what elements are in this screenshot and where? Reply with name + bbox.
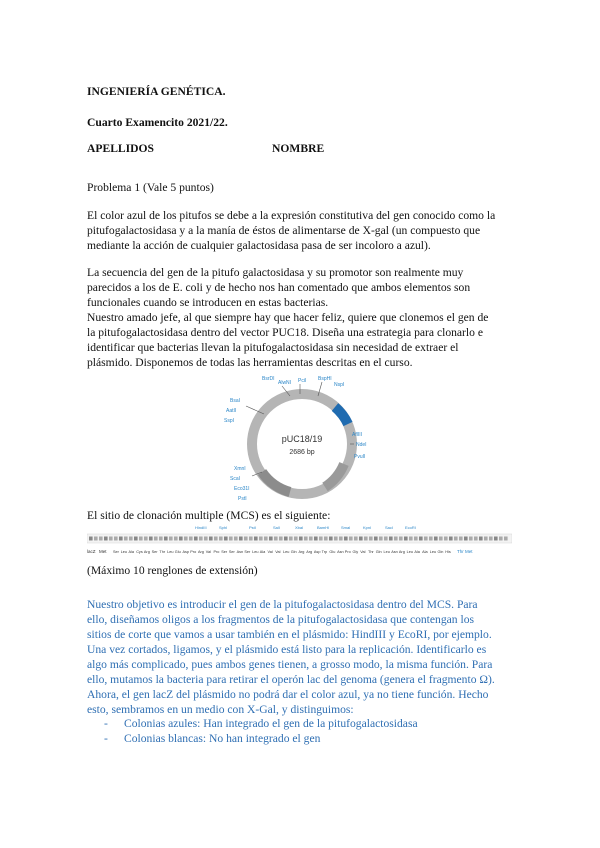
sequence-block [444,537,448,541]
site-label: SspI [224,418,235,424]
codon-label: Arg [198,550,204,554]
sequence-block [324,537,328,541]
sequence-block [389,537,393,541]
sequence-block [189,537,193,541]
answer-paragraph [87,597,527,717]
bullet-text: Colonias blancas: No han integrado el gen [124,732,321,745]
sequence-block [479,537,483,541]
plasmid-circle [252,394,352,494]
sequence-block [459,537,463,541]
sequence-block [354,537,358,541]
codon-label: Leu [167,550,174,554]
codon-label: Trp [321,550,328,554]
plasmid-name: pUC18/19 [281,434,323,444]
sequence-block [329,537,333,541]
sequence-block [129,537,133,541]
sequence-block [199,537,203,541]
sequence-block [194,537,198,541]
sequence-block [309,537,313,541]
answer-line: ello, mutamos la bacteria para retirar el operón lac del genoma (genera el fragmento Ω). [87,673,495,686]
text-line: funcionales cuando se introducen en estas bacterias. [87,296,329,309]
stop-codons: Thr Met [457,549,473,554]
sequence-block [394,537,398,541]
answer-line: Una vez cortados, ligamos, y el plásmido está listo para la replicación. Identificarlo es [87,643,487,656]
sequence-block [414,537,418,541]
answer-line: ello, diseñamos oligos a los fragmentos de la pitufogalactosidasa que contengan los [87,613,475,626]
text-line: plásmido. Disponemos de todas las herramientas descritas en el curso. [87,356,413,369]
sequence-block [274,537,278,541]
codon-label: Gln [437,550,444,554]
codon-label: Leu [120,550,128,554]
sequence-block [399,537,403,541]
codon-label: Ala [128,550,134,554]
sequence-block [164,537,168,541]
codon-label: Arg [298,550,305,554]
codon-label: Ser [113,550,119,554]
codon-label: Ser [151,550,158,554]
codon-label: Gly [352,550,359,554]
codon-label: Pro [344,550,351,554]
sequence-block [344,537,348,541]
bullet-blue-colonies: - Colonias azules: Han integrado el gen de la pitufogalactosidasa [104,717,418,730]
codon-label: Leu [283,550,290,554]
mcs-sequence-figure [87,522,512,558]
sequence-block [499,537,503,541]
problem-heading: Problema 1 (Vale 5 puntos) [87,181,214,194]
sequence-block [154,537,158,541]
sequence-block [99,537,103,541]
mcs-enzyme: PstI [249,525,256,530]
text-line: identificar que bacterias llevan la pitufogalactosidasa sin necesidad de extraer el [87,341,459,354]
mcs-caption: El sitio de clonación multiple (MCS) es el siguiente: [87,509,331,522]
sequence-block [149,537,153,541]
site-label: NdeI [356,442,367,448]
codon-label: Leu [429,550,437,554]
site-label: ScaI [230,476,241,482]
name-label: NOMBRE [272,142,325,155]
sequence-block [349,537,353,541]
sequence-block [239,537,243,541]
sequence-block [119,537,123,541]
mcs-enzyme: BamHI [317,525,330,530]
codon-label: Thr [159,550,166,554]
sequence-block [439,537,443,541]
mcs-enzyme: SacI [385,525,394,530]
sequence-block [489,537,493,541]
codon-label: Leu [406,550,413,554]
sequence-block [369,537,373,541]
sequence-block [229,537,233,541]
sequence-block [314,537,318,541]
sequence-block [109,537,113,541]
start-codon: Met [99,549,107,554]
sequence-block [169,537,173,541]
sequence-block [284,537,288,541]
codon-label: Arg [398,550,405,554]
bullet-white-colonies: - Colonias blancas: No han integrado el gen [104,732,321,745]
codon-label: Leu [383,550,390,554]
bullet-text: Colonias azules: Han integrado el gen de la pitufogalactosidasa [124,717,418,730]
sequence-block [469,537,473,541]
text-line: la pitufogalactosidasa dentro del vector PUC18. Diseña una estrategia para clonarlo e [87,326,483,339]
codon-label: Gln [375,550,382,554]
site-label: BsrDI [262,376,275,382]
text-line: mediante la acción de cualquier galactosidasa pasa de ser incoloro a azul). [87,239,431,252]
codon-label: Val [360,550,366,554]
codon-label: Cys [136,550,143,554]
sequence-block [424,537,428,541]
codon-label: Ala [259,550,266,554]
site-label: AlwNI [278,380,292,386]
sequence-block [209,537,213,541]
site-label: PvuII [354,454,366,460]
sequence-block [379,537,383,541]
codon-label: Asn [236,550,244,554]
mcs-enzyme: XbaI [295,525,304,530]
codon-label: Ser [228,550,235,554]
site-label: PstI [238,496,247,502]
mcs-enzyme: SmaI [341,525,351,530]
amp-arc [325,464,344,487]
sequence-block [264,537,268,541]
sequence-block [429,537,433,541]
codon-label: Asn [337,550,344,554]
sequence-block [134,537,138,541]
codon-label: Glu [329,550,336,554]
sequence-block [384,537,388,541]
sequence-block [139,537,143,541]
text-line: pitufogalactosidasa y a la manía de éstos de alimentarse de X-gal (un compuesto que [87,224,481,237]
sequence-block [374,537,378,541]
site-label: NspI [334,382,345,388]
text-line: parecidos a los de E. coli y de hecho nos han comentado que ambos elementos son [87,281,471,294]
site-label: XmnI [234,466,246,472]
sequence-block [254,537,258,541]
codon-label: Ser [221,550,228,554]
answer-line: Ahora, el gen lacZ del plásmido no podrá dar el color azul, ya no tiene función. Hecho [87,688,489,701]
sequence-block [259,537,263,541]
plasmid-map-figure [190,372,420,507]
sequence-block [124,537,128,541]
sequence-block [504,537,508,541]
length-limit-note: (Máximo 10 renglones de extensión) [87,564,258,577]
codon-label: Pro [190,550,197,554]
exam-title: Cuarto Examencito 2021/22. [87,116,228,129]
surname-label: APELLIDOS [87,142,155,155]
sequence-block [294,537,298,541]
sequence-block [94,537,98,541]
site-label: BspHI [318,376,332,382]
codon-label: Val [275,550,281,554]
sequence-block [244,537,248,541]
codon-label: His [445,550,451,554]
site-label: BsaI [230,398,241,404]
sequence-block [334,537,338,541]
codon-label: Asn [391,550,398,554]
sequence-block [269,537,273,541]
sequence-block [279,537,283,541]
gene-label: lacZ [87,549,96,554]
sequence-block [409,537,413,541]
sequence-block [404,537,408,541]
codon-label: Thr [368,550,374,554]
codon-label: Ala [414,550,420,554]
ori-marker [335,407,348,424]
sequence-block [474,537,478,541]
sequence-block [299,537,303,541]
mcs-enzyme: SalI [273,525,280,530]
codon-label: Leu [252,550,259,554]
sequence-block [364,537,368,541]
lacz-arc [262,472,290,492]
codon-label: Val [267,550,273,554]
text-line: La secuencia del gen de la pitufo galactosidasa y su promotor son realmente muy [87,266,464,279]
sequence-block [174,537,178,541]
mcs-enzyme: EcoRI [405,525,416,530]
codon-label: Pro [213,550,220,554]
sequence-block [234,537,238,541]
sequence-block [359,537,363,541]
sequence-block [289,537,293,541]
site-label: AflIII [352,432,363,438]
course-title: INGENIERÍA GENÉTICA. [87,85,226,98]
answer-line: sitios de corte que vamos a usar también en el plásmido: HindIII y EcoRI, por ejemplo. [87,628,492,641]
codon-label: Arg [306,550,313,554]
site-label: PciI [298,378,307,384]
site-label: Eco31I [234,486,250,492]
sequence-block [104,537,108,541]
codon-row [113,550,451,554]
codon-label: Asp [313,550,321,554]
text-line: El color azul de los pitufos se debe a la expresión constitutiva del gen conocido como la [87,209,496,222]
sequence-block [224,537,228,541]
sequence-block [249,537,253,541]
sequence-block [454,537,458,541]
codon-label: Ala [422,550,428,554]
sequence-block [204,537,208,541]
paragraph-intro [87,208,527,253]
sequence-block [114,537,118,541]
sequence-block [214,537,218,541]
codon-label: Ser [244,550,251,554]
sequence-block [304,537,308,541]
sequence-block [464,537,468,541]
mcs-enzyme: KpnI [363,525,372,530]
mcs-enzyme: HindIII [195,525,207,530]
codon-label: Val [205,550,211,554]
sequence-block [144,537,148,541]
paragraph-statement [87,265,527,370]
codon-label: Glu [174,550,181,554]
sequence-block [419,537,423,541]
sequence-block [219,537,223,541]
codon-label: Asp [182,550,190,554]
sequence-block [494,537,498,541]
sequence-block [449,537,453,541]
answer-line: esto, sembramos en un medio con X-Gal, y distinguimos: [87,703,354,716]
sequence-block [319,537,323,541]
text-line: Nuestro amado jefe, al que siempre hay que hacer feliz, quiere que clonemos el gen de [87,311,489,324]
sequence-block [184,537,188,541]
codon-label: Gln [290,550,297,554]
sequence-block [89,537,93,541]
sequence-block [434,537,438,541]
codon-label: Arg [143,550,150,554]
sequence-block [484,537,488,541]
site-label: AatII [226,408,237,414]
answer-line: algo más complicado, pues ambos genes tienen, a grosso modo, la misma función. Para [87,658,493,671]
sequence-block [179,537,183,541]
sequence-block [339,537,343,541]
sequence-block [159,537,163,541]
mcs-enzyme: SphI [219,525,228,530]
answer-line: Nuestro objetivo es introducir el gen de la pitufogalactosidasa dentro del MCS. Para [87,598,478,611]
plasmid-size: 2686 bp [289,449,315,456]
